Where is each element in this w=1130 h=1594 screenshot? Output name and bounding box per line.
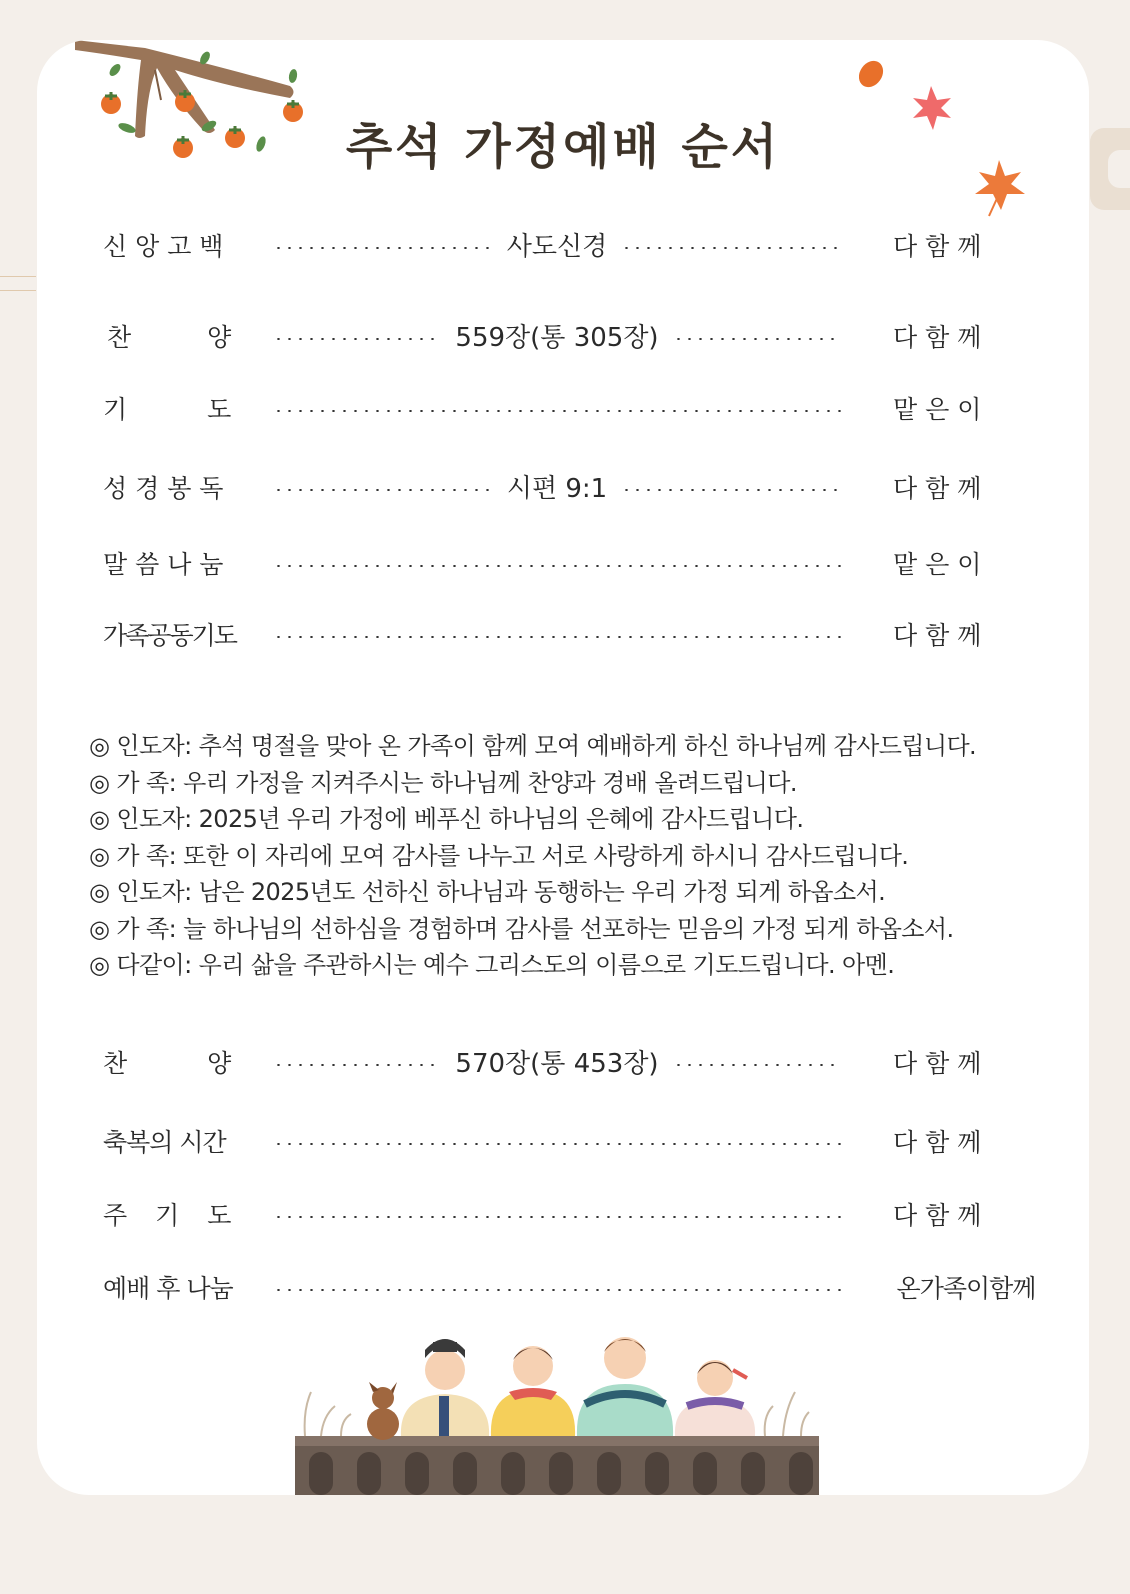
dot-leader xyxy=(273,489,493,491)
order-participant: 맡 은 이 xyxy=(893,550,982,579)
order-row xyxy=(103,545,1069,585)
order-participant: 다 함 께 xyxy=(893,232,982,261)
dot-leader xyxy=(273,338,441,340)
order-participant: 다 함 께 xyxy=(893,1201,982,1230)
order-detail: 사도신경 xyxy=(506,232,608,262)
page-title: 추석 가정예배 순서 xyxy=(345,119,781,175)
order-label: 기 도 xyxy=(103,395,232,424)
dot-leader xyxy=(273,247,493,249)
order-participant: 다 함 께 xyxy=(893,323,982,352)
order-leader xyxy=(273,227,841,267)
order-detail: 570장(통 453장) xyxy=(455,1049,659,1079)
order-label: 찬 양 xyxy=(103,1049,232,1078)
program-card xyxy=(37,40,1089,1495)
order-label: 말 씀 나 눔 xyxy=(103,550,224,579)
order-label: 성 경 봉 독 xyxy=(103,474,224,503)
order-label: 가족공동기도 xyxy=(103,621,236,650)
order-detail: 559장(통 305장) xyxy=(455,323,659,353)
order-participant: 다 함 께 xyxy=(893,1128,982,1157)
dot-leader xyxy=(273,565,841,567)
right-edge-decoration-inner xyxy=(1108,150,1130,188)
reading-line: ◎ 가 족: 우리 가정을 지켜주시는 하나님께 찬양과 경배 올려드립니다. xyxy=(89,768,797,797)
dot-leader xyxy=(673,1064,841,1066)
order-row xyxy=(103,616,1069,656)
reading-line: ◎ 인도자: 2025년 우리 가정에 베푸신 하나님의 은혜에 감사드립니다. xyxy=(89,805,804,833)
order-label: 주 기 도 xyxy=(103,1201,232,1230)
order-row xyxy=(103,227,1069,267)
order-row xyxy=(103,1269,1069,1309)
order-leader xyxy=(273,545,841,585)
reading-line: ◎ 가 족: 또한 이 자리에 모여 감사를 나누고 서로 사랑하게 하시니 감사드립니다. xyxy=(89,841,909,870)
reading-line: ◎ 인도자: 남은 2025년도 선하신 하나님과 동행하는 우리 가정 되게 하옵소서. xyxy=(89,878,886,906)
dot-leader xyxy=(273,1216,841,1218)
dot-leader xyxy=(273,1064,441,1066)
order-participant: 온가족이함께 xyxy=(896,1274,1036,1303)
order-row xyxy=(103,1044,1069,1084)
order-label-char: 찬 양 xyxy=(107,323,232,352)
dot-leader xyxy=(273,1143,841,1145)
order-label xyxy=(103,318,232,358)
order-leader xyxy=(273,469,841,509)
order-row xyxy=(103,1196,1069,1236)
order-leader xyxy=(273,318,841,358)
order-leader xyxy=(273,616,841,656)
reading-line: ◎ 가 족: 늘 하나님의 선하심을 경험하며 감사를 선포하는 믿음의 가정 되게 하옵소서. xyxy=(89,914,954,943)
left-edge-line xyxy=(0,290,36,291)
order-label: 예배 후 나눔 xyxy=(103,1274,233,1303)
family-hanbok-illustration xyxy=(295,1320,819,1495)
dot-leader xyxy=(273,636,841,638)
order-participant: 다 함 께 xyxy=(893,474,982,503)
dot-leader xyxy=(621,247,841,249)
reading-line: ◎ 인도자: 추석 명절을 맞아 온 가족이 함께 모여 예배하게 하신 하나님께 감사드립니다. xyxy=(89,732,977,760)
order-detail: 시편 9:1 xyxy=(506,474,608,504)
order-row xyxy=(103,318,1069,358)
order-leader xyxy=(273,1044,841,1084)
dot-leader xyxy=(273,410,841,412)
order-leader xyxy=(273,1269,841,1309)
reading-line: ◎ 다같이: 우리 삶을 주관하시는 예수 그리스도의 이름으로 기도드립니다. 아멘. xyxy=(89,951,895,979)
order-row xyxy=(103,469,1069,509)
order-leader xyxy=(273,1196,841,1236)
order-leader xyxy=(273,390,841,430)
dot-leader xyxy=(621,489,841,491)
order-participant: 다 함 께 xyxy=(893,621,982,650)
dot-leader xyxy=(673,338,841,340)
order-participant: 맡 은 이 xyxy=(893,395,982,424)
order-participant: 다 함 께 xyxy=(893,1049,982,1078)
order-label: 신 앙 고 백 xyxy=(103,232,224,261)
order-label: 축복의 시간 xyxy=(103,1128,226,1157)
left-edge-line xyxy=(0,276,36,277)
order-row xyxy=(103,390,1069,430)
order-row xyxy=(103,1123,1069,1163)
order-leader xyxy=(273,1123,841,1163)
dot-leader xyxy=(273,1289,841,1291)
responsive-reading xyxy=(89,728,1069,984)
